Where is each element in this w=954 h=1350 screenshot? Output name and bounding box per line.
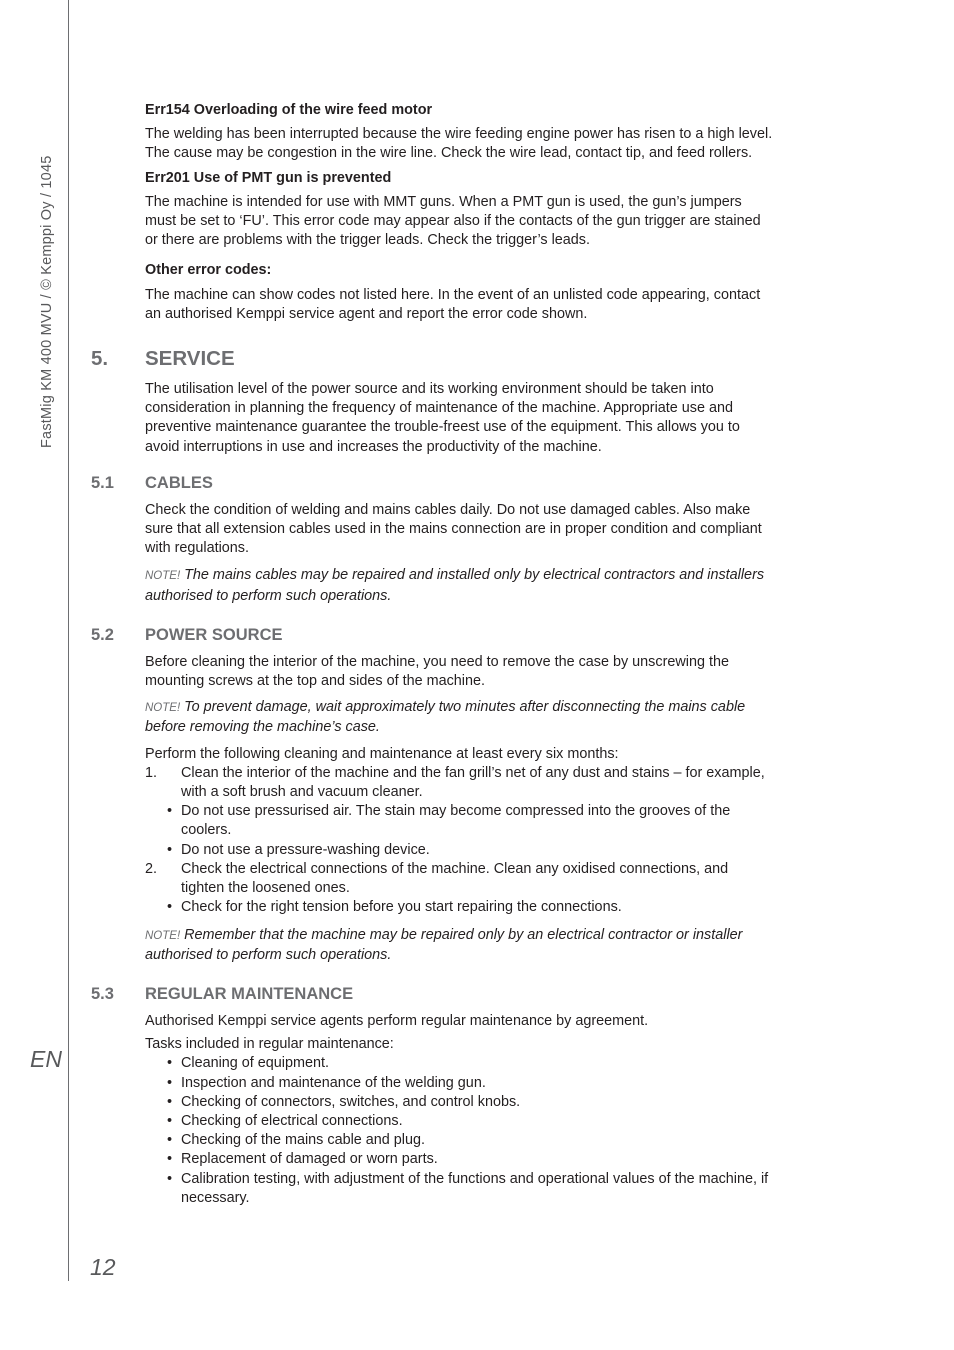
step-text: Check the electrical connections of the machine. Clean any oxidised connections, and tighten the loosened ones. (181, 860, 729, 897)
err201-body: The machine is intended for use with MMT guns. When a PMT gun is used, the gun’s jumpers must be set to ‘FU’. This error code may appear also if the contacts of the gun trigger are stained or there are problems with the trigger leads. Check the trigger’s leads. (145, 193, 761, 249)
step-number: 2. (145, 860, 158, 877)
power-source-heading (91, 625, 775, 645)
power-source-note-1 (145, 698, 775, 737)
service-heading (91, 347, 775, 371)
cleaning-steps (145, 764, 775, 918)
page-content (91, 101, 775, 1208)
power-source-note-2 (145, 926, 775, 965)
task-text: Checking of connectors, switches, and control knobs. (181, 1093, 521, 1110)
power-source-body: Before cleaning the interior of the machine, you need to remove the case by unscrewing the mounting screws at the top and sides of the machine. (145, 653, 729, 690)
err154-body: The welding has been interrupted because the wire feeding engine power has risen to a high level. The cause may be congestion in the wire line. Check the wire lead, contact tip, and feed rollers. (145, 126, 773, 162)
bullet-glyph: • (167, 1170, 173, 1187)
other-codes-title: Other error codes: (145, 262, 272, 279)
cables-heading (91, 473, 775, 493)
list-item (145, 1054, 775, 1073)
bullet-glyph: • (167, 1093, 173, 1110)
list-item (145, 1074, 775, 1093)
err201-title: Err201 Use of PMT gun is prevented (145, 169, 392, 186)
power-source-title: POWER SOURCE (145, 625, 283, 644)
bullet-text: Check for the right tension before you start repairing the connections. (181, 899, 622, 916)
task-text: Calibration testing, with adjustment of the functions and operational values of the machine, if necessary. (181, 1170, 769, 1206)
cables-number: 5.1 (91, 473, 114, 492)
note-text: To prevent damage, wait approximately two minutes after disconnecting the mains cable before removing the machine’s case. (145, 699, 746, 736)
step-text: Clean the interior of the machine and the fan grill’s net of any dust and stains – for example, with a soft brush and vacuum cleaner. (181, 764, 765, 801)
bullet-glyph: • (167, 899, 173, 916)
maintenance-tasks (145, 1054, 775, 1208)
maintenance-lead: Perform the following cleaning and maintenance at least every six months: (145, 745, 619, 762)
err154-title: Err154 Overloading of the wire feed motor (145, 102, 433, 118)
note-tag: NOTE! (145, 570, 181, 583)
step-1-bullet-1 (145, 802, 775, 840)
note-text: Remember that the machine may be repaired only by an electrical contractor or installer authorised to perform such operations. (145, 926, 743, 963)
cables-note (145, 566, 775, 605)
regular-maintenance-title: REGULAR MAINTENANCE (145, 984, 354, 1003)
list-item (145, 1170, 775, 1208)
task-text: Replacement of damaged or worn parts. (181, 1151, 438, 1168)
margin-rule (68, 0, 69, 1281)
list-item (145, 1112, 775, 1131)
page-number: 12 (90, 1254, 116, 1280)
note-text: The mains cables may be repaired and installed only by electrical contractors and installers authorised to perform such operations. (145, 567, 765, 604)
regular-maintenance-body: Authorised Kemppi service agents perform regular maintenance by agreement. (145, 1012, 649, 1029)
other-codes-body: The machine can show codes not listed here. In the event of an unlisted code appearing, contact an authorised Kemppi service agent and report the error code shown. (145, 286, 761, 322)
service-number: 5. (91, 347, 109, 371)
cables-title: CABLES (145, 473, 213, 492)
bullet-glyph: • (167, 1132, 173, 1149)
power-source-number: 5.2 (91, 625, 114, 644)
bullet-glyph: • (167, 1074, 173, 1091)
bullet-glyph: • (167, 841, 173, 858)
bullet-glyph: • (167, 1055, 173, 1072)
cables-body: Check the condition of welding and mains cables daily. Do not use damaged cables. Also make sure that all extension cables used in the mains connection are in proper condition and compliant with regulations. (145, 501, 762, 557)
bullet-glyph: • (167, 1151, 173, 1168)
step-2 (145, 860, 775, 898)
bullet-text: Do not use pressurised air. The stain may become compressed into the grooves of the coolers. (181, 803, 731, 839)
task-text: Checking of electrical connections. (181, 1112, 403, 1129)
step-2-bullet-1 (145, 898, 775, 917)
step-number: 1. (145, 764, 158, 781)
service-intro: The utilisation level of the power source and its working environment should be taken into consideration in planning the frequency of maintenance of the machine. Appropriate use and preventive maintenance guarantee the trouble-freest use of the equipment. This allows you to avoid interruptions in use and increases the productivity of the machine. (145, 381, 740, 455)
task-text: Cleaning of equipment. (181, 1055, 330, 1072)
list-item (145, 1150, 775, 1169)
regular-maintenance-lead: Tasks included in regular maintenance: (145, 1036, 394, 1053)
list-item (145, 1093, 775, 1112)
regular-maintenance-heading (91, 984, 775, 1004)
task-text: Inspection and maintenance of the welding gun. (181, 1074, 486, 1091)
list-item (145, 1131, 775, 1150)
bullet-text: Do not use a pressure-washing device. (181, 841, 430, 858)
step-1 (145, 764, 775, 802)
bullet-glyph: • (167, 1112, 173, 1129)
bullet-glyph: • (167, 803, 173, 820)
note-tag: NOTE! (145, 702, 181, 715)
running-header: FastMig KM 400 MVU / © Kemppi Oy / 1045 (39, 155, 55, 448)
step-1-bullet-2 (145, 841, 775, 860)
service-title: SERVICE (145, 347, 235, 371)
regular-maintenance-number: 5.3 (91, 984, 114, 1003)
task-text: Checking of the mains cable and plug. (181, 1132, 425, 1149)
language-tag: EN (30, 1046, 62, 1072)
note-tag: NOTE! (145, 929, 181, 942)
